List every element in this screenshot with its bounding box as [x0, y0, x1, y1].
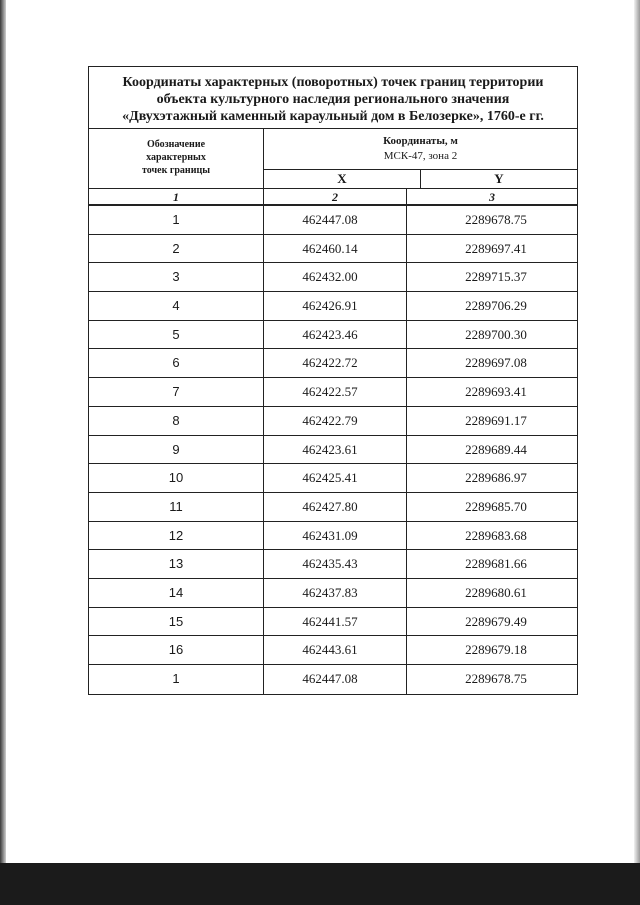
x-cell: 462443.61 [264, 636, 407, 664]
point-cell: 15 [89, 608, 264, 636]
y-cell: 2289689.44 [465, 441, 527, 457]
y-cell: 2289680.61 [465, 584, 527, 600]
y-cell: 2289686.97 [465, 470, 527, 486]
y-cell: 2289678.75 [465, 671, 527, 686]
column-number-row [89, 188, 577, 206]
point-header-line-3: точек границы [141, 165, 211, 176]
x-cell: 462422.72 [264, 349, 407, 377]
table-row [89, 407, 577, 436]
table-row [89, 493, 577, 522]
point-cell: 7 [89, 378, 264, 406]
x-cell: 462423.46 [264, 321, 407, 349]
column-number-3: 3 [489, 190, 495, 204]
point-cell: 2 [89, 235, 264, 263]
point-cell: 1 [89, 665, 264, 694]
x-cell: 462447.08 [264, 206, 407, 234]
y-cell: 2289683.68 [465, 527, 527, 543]
x-cell: 462423.61 [264, 436, 407, 464]
y-cell: 2289706.29 [465, 298, 527, 314]
y-cell: 2289681.66 [465, 556, 527, 572]
table-row [89, 206, 577, 235]
table-row [89, 579, 577, 608]
point-cell: 5 [89, 321, 264, 349]
table-row [89, 263, 577, 292]
table-row [89, 349, 577, 378]
table-row [89, 522, 577, 551]
column-number-2: 2 [264, 189, 407, 206]
xy-header [264, 170, 577, 188]
x-cell: 462437.83 [264, 579, 407, 607]
y-cell: 2289679.49 [465, 613, 527, 629]
y-cell: 2289678.75 [465, 212, 527, 227]
title-line-2: объекта культурного наследия регионального значения [156, 92, 510, 107]
coordinate-system: МСК-47, зона 2 [383, 150, 458, 162]
x-cell: 462441.57 [264, 608, 407, 636]
x-cell: 462435.43 [264, 550, 407, 578]
point-cell: 10 [89, 464, 264, 492]
x-cell: 462460.14 [264, 235, 407, 263]
table-row [89, 608, 577, 637]
coordinates-title: Координаты, м [383, 135, 458, 147]
table-row [89, 292, 577, 321]
y-cell: 2289693.41 [465, 384, 527, 400]
x-cell: 462422.57 [264, 378, 407, 406]
y-cell: 2289700.30 [465, 326, 527, 342]
table-header [89, 129, 577, 206]
x-column-header: X [264, 170, 421, 188]
table-row [89, 636, 577, 665]
point-cell: 11 [89, 493, 264, 521]
scan-edge-left [0, 0, 6, 905]
table-row [89, 665, 577, 694]
point-cell: 4 [89, 292, 264, 320]
scan-edge-right [634, 0, 640, 863]
point-cell: 3 [89, 263, 264, 291]
document-title [89, 67, 577, 129]
point-cell: 6 [89, 349, 264, 377]
title-line-1: Координаты характерных (поворотных) точек границ территории [122, 75, 544, 90]
y-column-header: Y [494, 171, 504, 186]
point-column-header [89, 129, 264, 188]
table-row [89, 436, 577, 465]
coordinates-table [88, 66, 578, 695]
x-cell: 462425.41 [264, 464, 407, 492]
y-cell: 2289691.17 [465, 412, 527, 428]
title-line-3: «Двухэтажный каменный караульный дом в Белозерке», 1760-е гг. [122, 109, 544, 124]
point-header-line-1: Обозначение [146, 139, 206, 150]
point-header-line-2: характерных [146, 152, 206, 163]
column-number-1: 1 [89, 189, 264, 206]
y-cell: 2289679.18 [465, 642, 527, 658]
table-row [89, 550, 577, 579]
point-cell: 9 [89, 436, 264, 464]
y-cell: 2289697.41 [465, 240, 527, 256]
point-cell: 13 [89, 550, 264, 578]
point-cell: 16 [89, 636, 264, 664]
table-row [89, 378, 577, 407]
x-cell: 462432.00 [264, 263, 407, 291]
table-body [89, 206, 577, 694]
table-row [89, 235, 577, 264]
x-cell: 462447.08 [264, 665, 407, 694]
y-cell: 2289715.37 [465, 269, 527, 285]
table-row [89, 464, 577, 493]
x-cell: 462422.79 [264, 407, 407, 435]
x-cell: 462427.80 [264, 493, 407, 521]
x-cell: 462431.09 [264, 522, 407, 550]
table-row [89, 321, 577, 350]
point-cell: 8 [89, 407, 264, 435]
point-cell: 14 [89, 579, 264, 607]
coordinates-header [264, 129, 577, 170]
y-cell: 2289697.08 [465, 355, 527, 371]
point-cell: 1 [89, 206, 264, 234]
scan-bottom-border [0, 863, 640, 905]
point-cell: 12 [89, 522, 264, 550]
x-cell: 462426.91 [264, 292, 407, 320]
y-cell: 2289685.70 [465, 498, 527, 514]
